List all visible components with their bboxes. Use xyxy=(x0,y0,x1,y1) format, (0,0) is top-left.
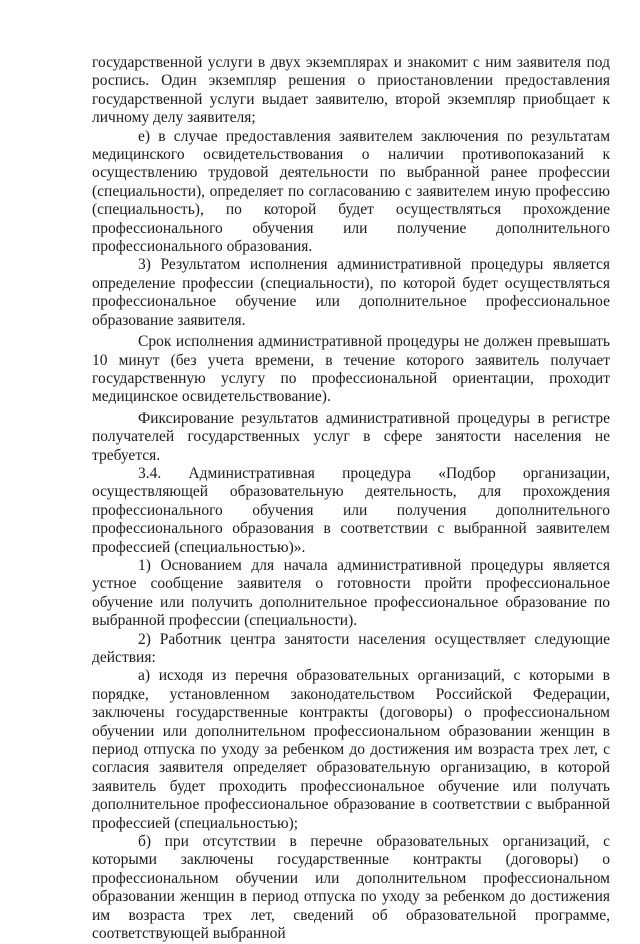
paragraph-item-a: а) исходя из перечня образовательных организаций, с которыми в порядке, установленном законодательством Российской Федерации, заключены государственные контракты (договоры) о профессиональном обучении или дополнительном профессиональном образовании женщин в период отпуска по уходу за ребенком до достижения им возраста трех лет, с согласия заявителя определяет образовательную организацию, в которой заявитель будет проходить профессиональное обучение или получать дополнительное профессиональное образование в соответствии с выбранной профессией (специальностью); xyxy=(92,667,610,832)
paragraph-item-e: е) в случае предоставления заявителем заключения по результатам медицинского освидетельствования о наличии противопоказаний к осуществлению трудовой деятельности по выбранной ранее профессии (специальности), определяет по согласованию с заявителем иную профессию (специальность), по которой будет осуществляться прохождение профессионального обучения или получение дополнительного профессионального образования. xyxy=(92,127,610,256)
document-text xyxy=(92,54,610,944)
paragraph-deadline: Срок исполнения административной процедуры не должен превышать 10 минут (без учета времени, в течение которого заявитель получает государственную услугу по профессиональной ориентации, проходит медицинское освидетельствование). xyxy=(92,333,610,406)
paragraph-actions: 2) Работник центра занятости населения осуществляет следующие действия: xyxy=(92,630,610,666)
paragraph-item-b: б) при отсутствии в перечне образовательных организаций, с которыми заключены государственные контракты (договоры) о профессиональном обучении или дополнительном профессиональном образовании женщин в период отпуска по уходу за ребенком до достижения им возраста трех лет, сведений об образовательной программе, соответствующей выбранной xyxy=(92,833,610,943)
paragraph-basis: 1) Основанием для начала административной процедуры является устное сообщение заявителя о готовности пройти профессиональное обучение или получить дополнительное профессиональное образование по выбранной профессии (специальности). xyxy=(92,556,610,630)
paragraph-section-3-4: 3.4. Административная процедура «Подбор организации, осуществляющей образовательную деятельность, для прохождения профессионального обучения или получения дополнительного профессионального образования в соответствии с выбранной заявителем профессией (специальностью)». xyxy=(92,464,610,556)
paragraph-continuation: государственной услуги в двух экземплярах и знакомит с ним заявителя под роспись. Один экземпляр решения о приостановлении предоставления государственной услуги выдает заявителю, второй экземпляр приобщает к личному делу заявителя; xyxy=(92,54,610,127)
paragraph-result: 3) Результатом исполнения административной процедуры является определение профессии (специальности), по которой будет осуществляться профессиональное обучение или дополнительное профессиональное образование заявителя. xyxy=(92,256,610,329)
paragraph-registration: Фиксирование результатов административной процедуры в регистре получателей государственных услуг в сфере занятости населения не требуется. xyxy=(92,409,610,464)
